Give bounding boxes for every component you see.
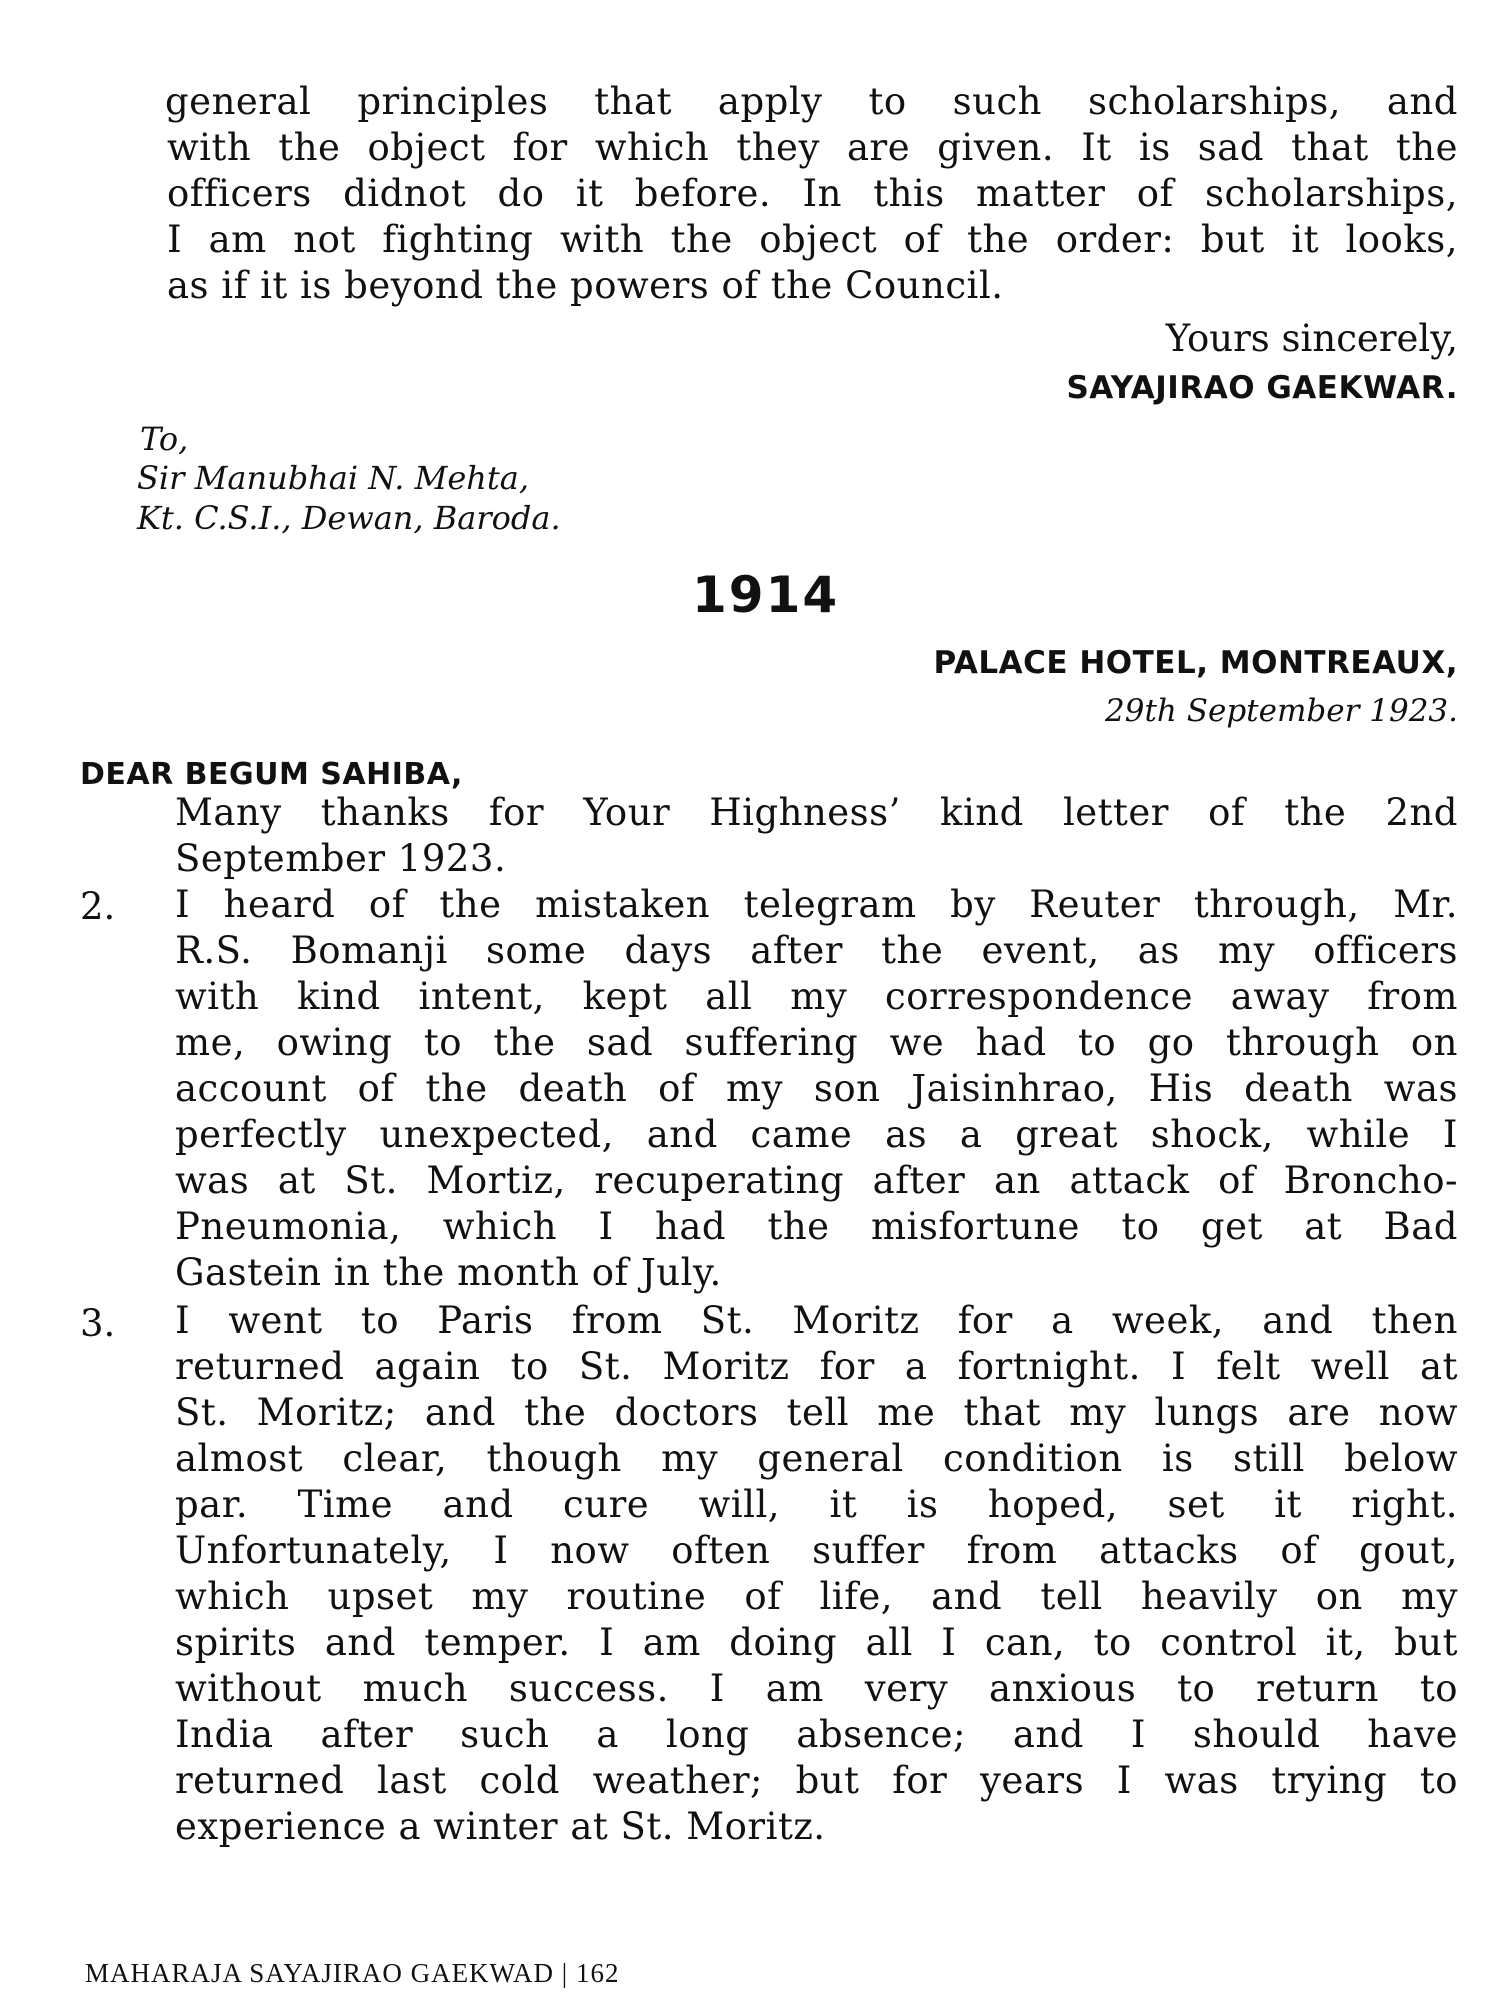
paragraph-line: almost clear, though my general condition is still below — [175, 1437, 1458, 1480]
paragraph-line: with kind intent, kept all my correspondence away from — [175, 975, 1458, 1018]
addressee-title: Kt. C.S.I., Dewan, Baroda. — [137, 499, 561, 537]
paragraph-line: account of the death of my son Jaisinhrao, His death was — [175, 1067, 1458, 1110]
paragraph-line: Gastein in the month of July. — [175, 1251, 722, 1294]
paragraph-line: St. Moritz; and the doctors tell me that my lungs are now — [175, 1391, 1458, 1434]
paragraph-line: India after such a long absence; and I should have — [175, 1713, 1458, 1756]
paragraph-line: returned again to St. Moritz for a fortnight. I felt well at — [175, 1345, 1458, 1388]
paragraph-line: I went to Paris from St. Moritz for a week, and then — [175, 1299, 1458, 1342]
paragraph-line: without much success. I am very anxious to return to — [175, 1667, 1458, 1710]
paragraph-line: was at St. Mortiz, recuperating after an attack of Broncho- — [175, 1159, 1458, 1202]
paragraph-line: R.S. Bomanji some days after the event, as my officers — [175, 929, 1458, 972]
letter-date: 29th September 1923. — [1105, 693, 1458, 729]
paragraph-line: returned last cold weather; but for years I was trying to — [175, 1759, 1458, 1802]
closing: Yours sincerely, — [1165, 317, 1458, 360]
paragraph-line: with the object for which they are given. It is sad that the — [167, 126, 1458, 169]
paragraph-line: me, owing to the sad suffering we had to go through on — [175, 1021, 1458, 1064]
addressee-name: Sir Manubhai N. Mehta, — [137, 459, 529, 497]
paragraph-line: I heard of the mistaken telegram by Reuter through, Mr. — [175, 883, 1458, 926]
section-year-heading: 1914 — [692, 566, 840, 624]
paragraph-line: September 1923. — [175, 837, 507, 880]
paragraph-line: I am not fighting with the object of the order: but it looks, — [167, 218, 1458, 261]
signature: SAYAJIRAO GAEKWAR. — [1066, 370, 1458, 406]
paragraph-line: officers didnot do it before. In this matter of scholarships, — [167, 172, 1458, 215]
paragraph-line: Pneumonia, which I had the misfortune to get at Bad — [175, 1205, 1458, 1248]
paragraph-line: which upset my routine of life, and tell heavily on my — [175, 1575, 1458, 1618]
paragraph-line: par. Time and cure will, it is hoped, set it right. — [175, 1483, 1458, 1526]
addressee-to: To, — [140, 420, 189, 458]
paragraph-line: spirits and temper. I am doing all I can, to control it, but — [175, 1621, 1458, 1664]
letter-location: PALACE HOTEL, MONTREAUX, — [933, 645, 1458, 681]
paragraph-line: as if it is beyond the powers of the Council. — [167, 264, 1004, 307]
paragraph-line: Many thanks for Your Highness’ kind letter of the 2nd — [175, 791, 1458, 834]
paragraph-3-number: 3. — [80, 1302, 116, 1345]
paragraph-line: Unfortunately, I now often suffer from attacks of gout, — [175, 1529, 1458, 1572]
paragraph-line: perfectly unexpected, and came as a great shock, while I — [175, 1113, 1458, 1156]
paragraph-line: experience a winter at St. Moritz. — [175, 1805, 826, 1848]
salutation: DEAR BEGUM SAHIBA, — [80, 757, 463, 792]
paragraph-2-number: 2. — [80, 885, 116, 928]
page-footer: MAHARAJA SAYAJIRAO GAEKWAD | 162 — [85, 1958, 620, 1988]
paragraph-line: general principles that apply to such scholarships, and — [165, 80, 1458, 123]
